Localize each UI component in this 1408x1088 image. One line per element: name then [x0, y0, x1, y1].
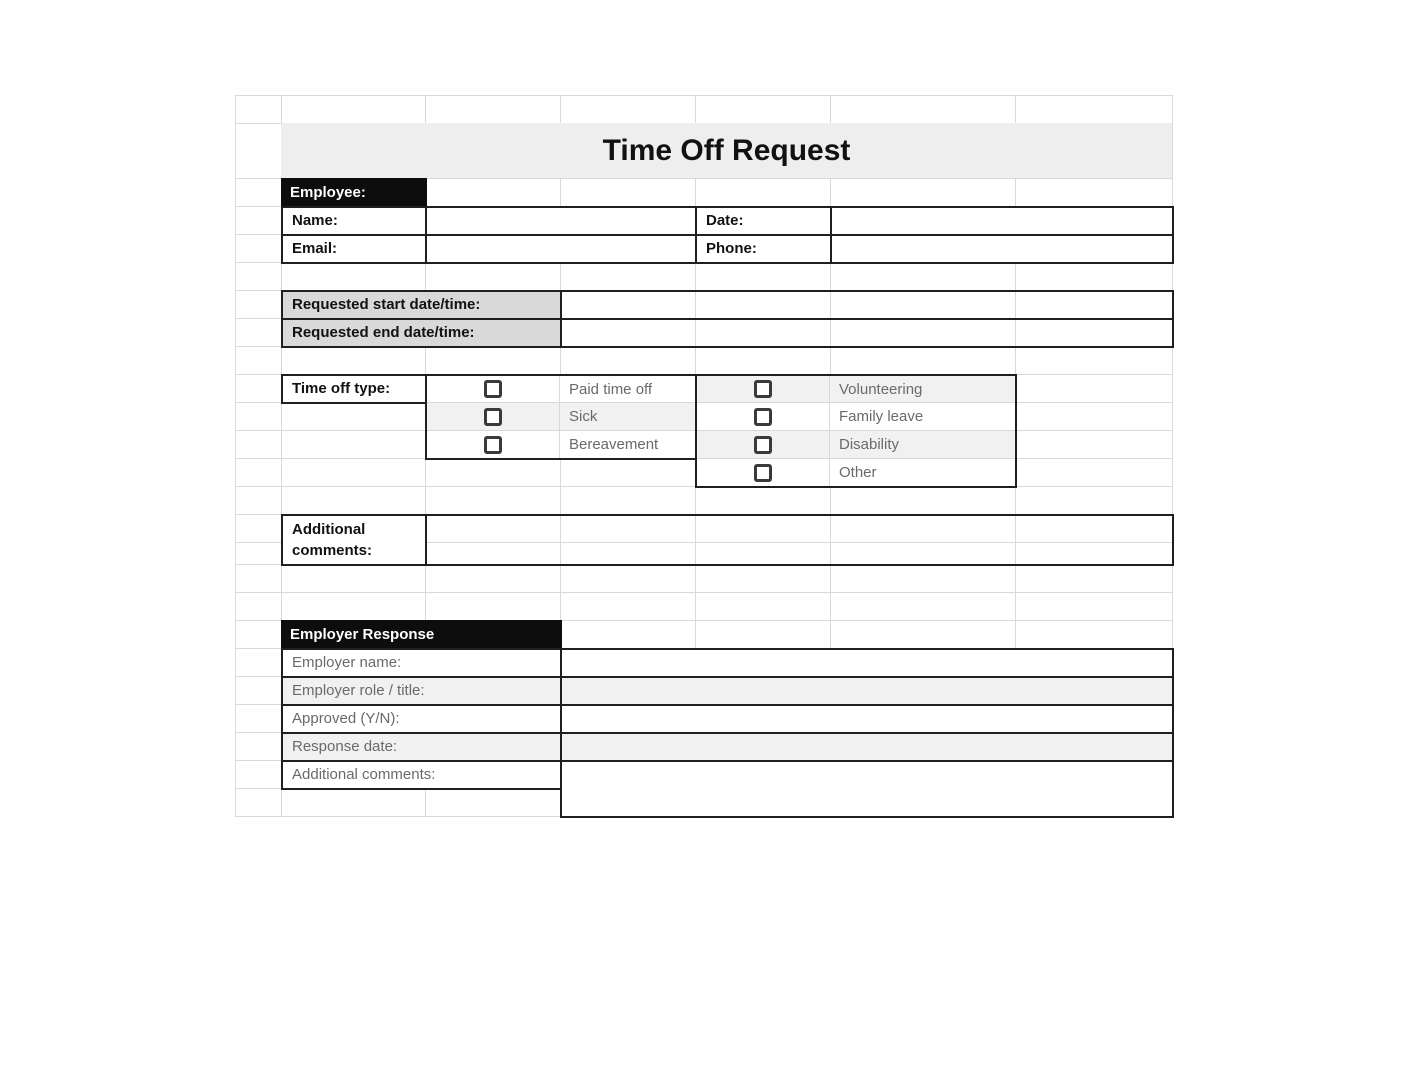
- requested-end-label: Requested end date/time:: [281, 318, 562, 348]
- date-input-cell[interactable]: [830, 206, 1174, 236]
- additional-comments-label: Additional comments:: [281, 514, 427, 566]
- page-title: Time Off Request: [281, 123, 1172, 178]
- date-field-label: Date:: [695, 206, 832, 236]
- option-row: [427, 376, 695, 402]
- employee-section-header: Employee:: [281, 178, 427, 208]
- checkbox-cell: [697, 403, 830, 430]
- time-off-type-right-group: [695, 374, 1017, 488]
- additional-comments-input-cell[interactable]: [425, 514, 1174, 566]
- checkbox-cell: [427, 376, 560, 402]
- name-input-cell[interactable]: [425, 206, 697, 236]
- checkbox-family-leave[interactable]: [754, 408, 772, 426]
- response-date-label: Response date:: [281, 732, 562, 762]
- response-date-input-cell[interactable]: [560, 732, 1174, 762]
- requested-start-input-cell[interactable]: [560, 290, 1174, 320]
- phone-field-label: Phone:: [695, 234, 832, 264]
- option-row: [697, 376, 1015, 402]
- option-row: [697, 430, 1015, 458]
- option-label-disability: Disability: [839, 436, 900, 453]
- option-label-sick: Sick: [569, 408, 598, 425]
- employer-name-input-cell[interactable]: [560, 648, 1174, 678]
- option-row: [697, 458, 1015, 486]
- checkbox-cell: [427, 403, 560, 430]
- checkbox-paid-time-off[interactable]: [484, 380, 502, 398]
- email-input-cell[interactable]: [425, 234, 697, 264]
- employer-comments-label: Additional comments:: [281, 760, 562, 790]
- employer-role-label: Employer role / title:: [281, 676, 562, 706]
- checkbox-volunteering[interactable]: [754, 380, 772, 398]
- checkbox-cell: [427, 431, 560, 458]
- option-label-other: Other: [839, 464, 877, 481]
- spreadsheet: [235, 95, 1176, 821]
- requested-start-label: Requested start date/time:: [281, 290, 562, 320]
- employer-name-label: Employer name:: [281, 648, 562, 678]
- checkbox-cell: [697, 431, 830, 458]
- option-label-family-leave: Family leave: [839, 408, 924, 425]
- time-off-type-left-group: [425, 374, 697, 460]
- employer-comments-input-cell[interactable]: [560, 760, 1174, 818]
- option-label-bereavement: Bereavement: [569, 436, 659, 453]
- checkbox-cell: [697, 459, 830, 486]
- checkbox-other[interactable]: [754, 464, 772, 482]
- phone-input-cell[interactable]: [830, 234, 1174, 264]
- name-field-label: Name:: [281, 206, 427, 236]
- checkbox-cell: [697, 376, 830, 402]
- requested-end-input-cell[interactable]: [560, 318, 1174, 348]
- option-row: [427, 402, 695, 430]
- option-label-volunteering: Volunteering: [839, 380, 923, 398]
- option-row: [697, 402, 1015, 430]
- email-field-label: Email:: [281, 234, 427, 264]
- employer-response-header: Employer Response: [281, 620, 562, 650]
- checkbox-bereavement[interactable]: [484, 436, 502, 454]
- option-label-paid-time-off: Paid time off: [569, 380, 653, 398]
- checkbox-sick[interactable]: [484, 408, 502, 426]
- checkbox-disability[interactable]: [754, 436, 772, 454]
- option-row: [427, 430, 695, 458]
- employer-role-input-cell[interactable]: [560, 676, 1174, 706]
- time-off-type-label: Time off type:: [281, 374, 427, 404]
- approved-input-cell[interactable]: [560, 704, 1174, 734]
- approved-label: Approved (Y/N):: [281, 704, 562, 734]
